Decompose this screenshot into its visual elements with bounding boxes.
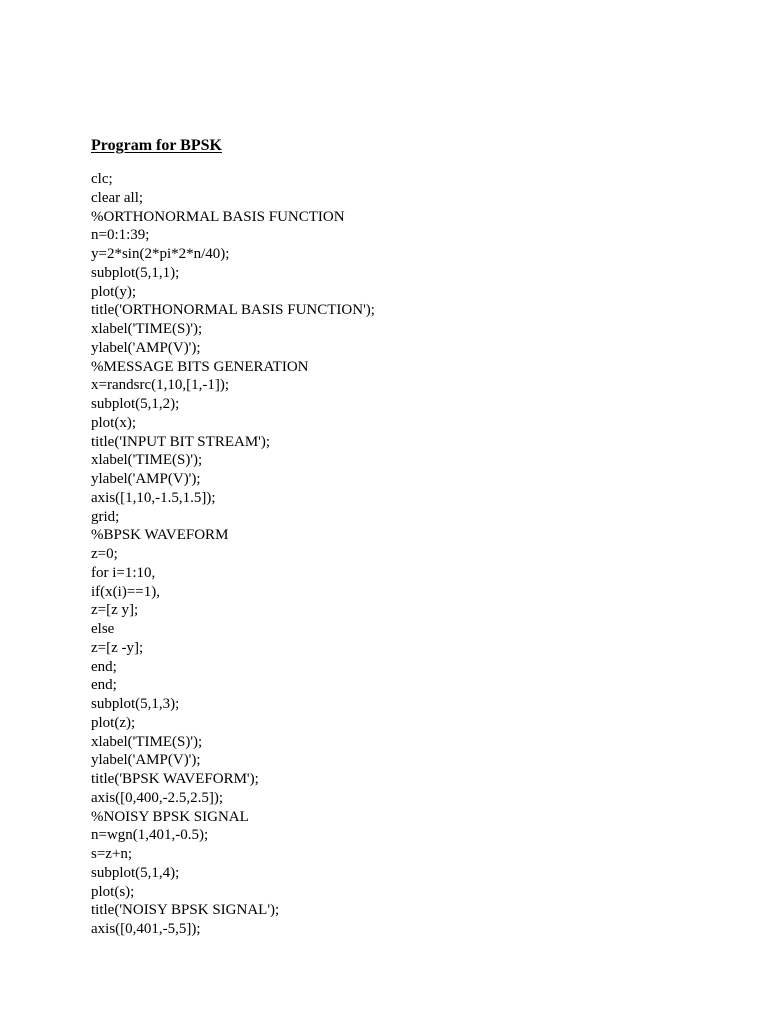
code-line: plot(y); xyxy=(91,283,136,300)
code-listing xyxy=(91,170,375,939)
code-line: %NOISY BPSK SIGNAL xyxy=(91,808,249,825)
code-line: xlabel('TIME(S)'); xyxy=(91,733,203,750)
code-line: s=z+n; xyxy=(91,846,133,862)
code-line: xlabel('TIME(S)'); xyxy=(91,321,203,337)
code-line: xlabel('TIME(S)'); xyxy=(91,452,203,469)
code-line: subplot(5,1,3); xyxy=(91,696,180,712)
code-line: n=wgn(1,401,-0.5); xyxy=(91,827,209,844)
code-line: title('BPSK WAVEFORM'); xyxy=(91,771,259,787)
code-line: plot(x); xyxy=(91,414,136,431)
code-line: end; xyxy=(91,658,117,675)
code-line: axis([1,10,-1.5,1.5]); xyxy=(91,489,216,506)
code-line: subplot(5,1,2); xyxy=(91,396,180,412)
code-line: ylabel('AMP(V)'); xyxy=(91,471,201,487)
document-heading: Program for BPSK xyxy=(91,137,222,154)
code-line: y=2*sin(2*pi*2*n/40); xyxy=(91,246,230,262)
code-line: grid; xyxy=(91,508,120,525)
code-line: z=0; xyxy=(91,546,118,562)
code-line: clear all; xyxy=(91,189,144,206)
code-line: axis([0,400,-2.5,2.5]); xyxy=(91,789,224,806)
code-line: %ORTHONORMAL BASIS FUNCTION xyxy=(91,208,345,225)
code-line: %BPSK WAVEFORM xyxy=(91,527,229,544)
code-line: title('NOISY BPSK SIGNAL'); xyxy=(91,902,280,919)
code-line: ylabel('AMP(V)'); xyxy=(91,752,201,769)
code-line: subplot(5,1,4); xyxy=(91,864,180,881)
code-line: else xyxy=(91,621,115,637)
code-line: z=[z -y]; xyxy=(91,639,144,656)
code-line: subplot(5,1,1); xyxy=(91,264,180,281)
code-line: n=0:1:39; xyxy=(91,227,150,244)
code-line: end; xyxy=(91,677,117,694)
code-line: title('INPUT BIT STREAM'); xyxy=(91,433,271,450)
code-line: x=randsrc(1,10,[1,-1]); xyxy=(91,377,229,394)
code-line: plot(s); xyxy=(91,883,135,900)
code-line: ylabel('AMP(V)'); xyxy=(91,339,201,356)
code-line: if(x(i)==1), xyxy=(91,583,160,600)
code-line: z=[z y]; xyxy=(91,602,139,619)
code-line: for i=1:10, xyxy=(91,564,156,581)
code-line: %MESSAGE BITS GENERATION xyxy=(91,358,309,375)
code-line: clc; xyxy=(91,171,113,187)
code-line: axis([0,401,-5,5]); xyxy=(91,921,201,937)
code-line: title('ORTHONORMAL BASIS FUNCTION'); xyxy=(91,302,375,319)
code-line: plot(z); xyxy=(91,714,136,731)
